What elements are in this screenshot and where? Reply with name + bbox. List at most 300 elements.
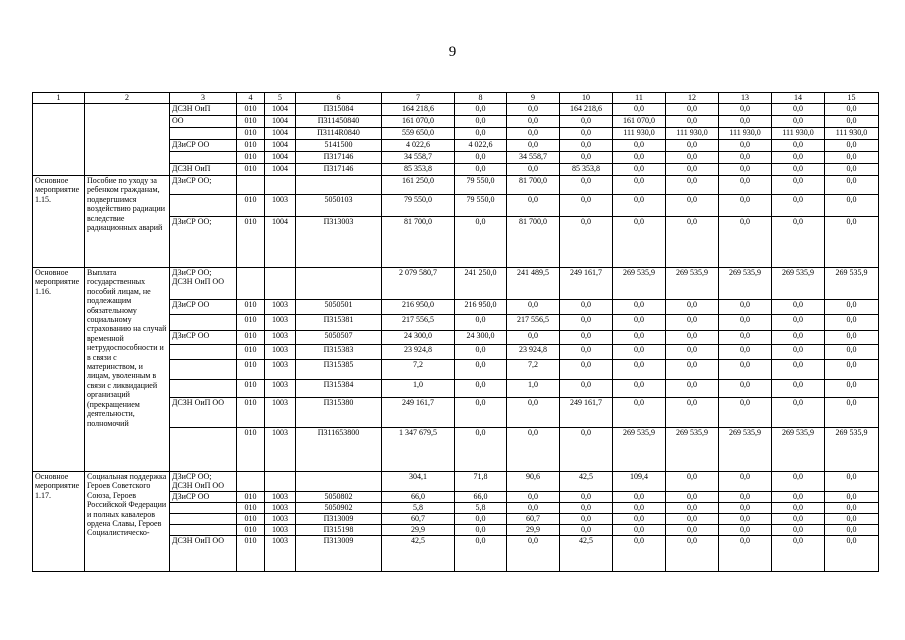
amount-cell: 269 535,9 — [772, 428, 825, 472]
amount-cell: 217 556,5 — [382, 315, 455, 331]
amount-cell: 0,0 — [719, 331, 772, 345]
responsible-executor: ДЗиСР ОО — [170, 492, 237, 503]
grbs-code: 010 — [237, 164, 265, 176]
amount-cell: 0,0 — [666, 104, 719, 116]
amount-cell: 85 353,8 — [382, 164, 455, 176]
responsible-executor: ДЗиСР ОО; ДСЗН ОиП ОО — [170, 472, 237, 492]
amount-cell: 0,0 — [772, 492, 825, 503]
grbs-code: 010 — [237, 128, 265, 140]
amount-cell: 0,0 — [666, 503, 719, 514]
responsible-executor — [170, 152, 237, 164]
grbs-code — [237, 176, 265, 195]
amount-cell: 0,0 — [666, 140, 719, 152]
column-number-row — [33, 93, 879, 104]
amount-cell: 0,0 — [507, 492, 560, 503]
amount-cell: 24 300,0 — [455, 331, 507, 345]
amount-cell: 269 535,9 — [613, 428, 666, 472]
budget-table — [32, 92, 879, 572]
amount-cell: 111 930,0 — [772, 128, 825, 140]
responsible-executor — [170, 315, 237, 331]
amount-cell: 79 550,0 — [455, 176, 507, 195]
target-article-code — [296, 472, 382, 492]
responsible-executor — [170, 195, 237, 217]
amount-cell: 0,0 — [825, 140, 879, 152]
target-article-code: П313009 — [296, 514, 382, 525]
grbs-code: 010 — [237, 331, 265, 345]
amount-cell: 161 070,0 — [613, 116, 666, 128]
amount-cell: 0,0 — [719, 315, 772, 331]
amount-cell: 0,0 — [825, 331, 879, 345]
section-code: 1003 — [265, 525, 296, 536]
target-article-code: П315381 — [296, 315, 382, 331]
amount-cell: 0,0 — [560, 176, 613, 195]
responsible-executor — [170, 503, 237, 514]
amount-cell: 0,0 — [772, 140, 825, 152]
grbs-code: 010 — [237, 104, 265, 116]
amount-cell: 0,0 — [666, 217, 719, 268]
target-article-code: П313003 — [296, 217, 382, 268]
target-article-code: 5050103 — [296, 195, 382, 217]
amount-cell: 0,0 — [772, 398, 825, 428]
amount-cell: 0,0 — [455, 152, 507, 164]
amount-cell: 0,0 — [507, 331, 560, 345]
measure-label: Основное мероприятие 1.16. — [33, 268, 85, 472]
amount-cell: 0,0 — [772, 536, 825, 572]
amount-cell: 0,0 — [613, 300, 666, 315]
amount-cell: 0,0 — [560, 360, 613, 380]
amount-cell: 0,0 — [825, 195, 879, 217]
amount-cell: 0,0 — [560, 428, 613, 472]
amount-cell: 0,0 — [455, 164, 507, 176]
amount-cell: 0,0 — [719, 104, 772, 116]
amount-cell: 164 218,6 — [382, 104, 455, 116]
amount-cell: 0,0 — [825, 536, 879, 572]
grbs-code — [237, 472, 265, 492]
amount-cell: 269 535,9 — [666, 268, 719, 300]
table-row — [33, 176, 879, 195]
amount-cell: 0,0 — [772, 300, 825, 315]
amount-cell: 0,0 — [772, 525, 825, 536]
section-code: 1003 — [265, 195, 296, 217]
grbs-code: 010 — [237, 380, 265, 398]
amount-cell: 0,0 — [507, 195, 560, 217]
page-number: 9 — [448, 44, 457, 60]
amount-cell: 0,0 — [507, 116, 560, 128]
amount-cell: 0,0 — [772, 472, 825, 492]
amount-cell: 0,0 — [613, 380, 666, 398]
responsible-executor — [170, 128, 237, 140]
section-code: 1003 — [265, 398, 296, 428]
grbs-code: 010 — [237, 116, 265, 128]
amount-cell: 269 535,9 — [719, 428, 772, 472]
responsible-executor: ДЗиСР ОО — [170, 140, 237, 152]
grbs-code: 010 — [237, 360, 265, 380]
amount-cell: 0,0 — [560, 525, 613, 536]
section-code: 1003 — [265, 331, 296, 345]
amount-cell: 0,0 — [719, 492, 772, 503]
amount-cell: 0,0 — [825, 176, 879, 195]
amount-cell: 0,0 — [825, 217, 879, 268]
amount-cell: 0,0 — [666, 380, 719, 398]
amount-cell: 29,9 — [382, 525, 455, 536]
amount-cell: 0,0 — [666, 300, 719, 315]
amount-cell: 0,0 — [772, 164, 825, 176]
target-article-code: П313009 — [296, 536, 382, 572]
responsible-executor — [170, 360, 237, 380]
amount-cell: 0,0 — [772, 176, 825, 195]
section-code: 1003 — [265, 345, 296, 360]
responsible-executor — [170, 428, 237, 472]
amount-cell: 0,0 — [613, 514, 666, 525]
target-article-code — [296, 268, 382, 300]
amount-cell: 0,0 — [666, 492, 719, 503]
amount-cell: 7,2 — [507, 360, 560, 380]
amount-cell: 0,0 — [507, 164, 560, 176]
amount-cell: 0,0 — [507, 300, 560, 315]
amount-cell: 0,0 — [666, 398, 719, 428]
amount-cell: 0,0 — [772, 195, 825, 217]
amount-cell: 0,0 — [772, 514, 825, 525]
amount-cell: 0,0 — [613, 176, 666, 195]
responsible-executor — [170, 514, 237, 525]
amount-cell: 0,0 — [507, 536, 560, 572]
responsible-executor: ДЗиСР ОО; — [170, 217, 237, 268]
amount-cell: 0,0 — [455, 345, 507, 360]
amount-cell: 66,0 — [382, 492, 455, 503]
amount-cell: 0,0 — [666, 472, 719, 492]
table-row — [33, 104, 879, 116]
amount-cell: 0,0 — [507, 428, 560, 472]
amount-cell: 269 535,9 — [666, 428, 719, 472]
amount-cell: 1,0 — [507, 380, 560, 398]
target-article-code: П315385 — [296, 360, 382, 380]
section-code: 1004 — [265, 116, 296, 128]
amount-cell: 0,0 — [772, 503, 825, 514]
amount-cell: 0,0 — [825, 104, 879, 116]
amount-cell: 2 079 580,7 — [382, 268, 455, 300]
amount-cell: 0,0 — [560, 195, 613, 217]
amount-cell: 216 950,0 — [382, 300, 455, 315]
grbs-code: 010 — [237, 217, 265, 268]
amount-cell: 559 650,0 — [382, 128, 455, 140]
section-code: 1003 — [265, 300, 296, 315]
amount-cell: 0,0 — [719, 380, 772, 398]
amount-cell: 0,0 — [825, 503, 879, 514]
section-code: 1003 — [265, 536, 296, 572]
amount-cell: 0,0 — [613, 525, 666, 536]
amount-cell: 0,0 — [666, 116, 719, 128]
target-article-code: 5141500 — [296, 140, 382, 152]
amount-cell: 0,0 — [825, 360, 879, 380]
amount-cell: 1 347 679,5 — [382, 428, 455, 472]
amount-cell: 0,0 — [613, 398, 666, 428]
amount-cell: 0,0 — [772, 360, 825, 380]
section-code: 1004 — [265, 164, 296, 176]
amount-cell: 0,0 — [455, 360, 507, 380]
amount-cell: 0,0 — [825, 116, 879, 128]
amount-cell: 29,9 — [507, 525, 560, 536]
amount-cell: 60,7 — [382, 514, 455, 525]
column-number-header: 5 — [265, 93, 296, 104]
amount-cell: 0,0 — [719, 345, 772, 360]
amount-cell: 0,0 — [825, 525, 879, 536]
responsible-executor: ДСЗН ОиП ОО — [170, 536, 237, 572]
column-number-header: 14 — [772, 93, 825, 104]
amount-cell: 249 161,7 — [560, 268, 613, 300]
amount-cell: 0,0 — [825, 345, 879, 360]
amount-cell: 0,0 — [613, 152, 666, 164]
amount-cell: 0,0 — [560, 300, 613, 315]
grbs-code: 010 — [237, 428, 265, 472]
amount-cell: 0,0 — [560, 116, 613, 128]
column-number-header: 13 — [719, 93, 772, 104]
section-code: 1004 — [265, 217, 296, 268]
amount-cell: 5,8 — [382, 503, 455, 514]
responsible-executor — [170, 345, 237, 360]
table-row — [33, 268, 879, 300]
column-number-header: 15 — [825, 93, 879, 104]
amount-cell: 0,0 — [666, 525, 719, 536]
amount-cell: 34 558,7 — [382, 152, 455, 164]
amount-cell: 0,0 — [455, 398, 507, 428]
target-article-code: П311653800 — [296, 428, 382, 472]
amount-cell: 269 535,9 — [719, 268, 772, 300]
amount-cell: 0,0 — [825, 472, 879, 492]
grbs-code — [237, 268, 265, 300]
grbs-code: 010 — [237, 195, 265, 217]
amount-cell: 0,0 — [455, 428, 507, 472]
responsible-executor: ОО — [170, 116, 237, 128]
target-article-code: П317146 — [296, 152, 382, 164]
amount-cell: 4 022,6 — [455, 140, 507, 152]
amount-cell: 161 250,0 — [382, 176, 455, 195]
amount-cell: 79 550,0 — [382, 195, 455, 217]
table-row — [33, 472, 879, 492]
amount-cell: 269 535,9 — [613, 268, 666, 300]
amount-cell: 42,5 — [560, 472, 613, 492]
amount-cell: 0,0 — [719, 140, 772, 152]
section-code: 1003 — [265, 492, 296, 503]
section-code: 1003 — [265, 380, 296, 398]
amount-cell: 0,0 — [613, 331, 666, 345]
amount-cell: 0,0 — [613, 217, 666, 268]
section-code: 1003 — [265, 315, 296, 331]
column-number-header: 11 — [613, 93, 666, 104]
amount-cell: 0,0 — [666, 536, 719, 572]
amount-cell: 0,0 — [825, 164, 879, 176]
amount-cell: 0,0 — [719, 503, 772, 514]
amount-cell: 1,0 — [382, 380, 455, 398]
section-code: 1003 — [265, 503, 296, 514]
column-number-header: 3 — [170, 93, 237, 104]
amount-cell: 0,0 — [719, 164, 772, 176]
section-code: 1004 — [265, 152, 296, 164]
target-article-code: 5050501 — [296, 300, 382, 315]
grbs-code: 010 — [237, 140, 265, 152]
amount-cell: 217 556,5 — [507, 315, 560, 331]
grbs-code: 010 — [237, 503, 265, 514]
target-article-code: 5050902 — [296, 503, 382, 514]
column-number-header: 12 — [666, 93, 719, 104]
responsible-executor: ДСЗН ОиП — [170, 104, 237, 116]
amount-cell: 0,0 — [560, 140, 613, 152]
amount-cell: 0,0 — [825, 514, 879, 525]
target-article-code: 5050507 — [296, 331, 382, 345]
amount-cell: 0,0 — [772, 331, 825, 345]
target-article-code: 5050802 — [296, 492, 382, 503]
measure-description: Выплата государственных пособий лицам, не подлежащим обязательному социальному страхованию на случай временной нетрудоспособности и в связи с материнством, и лицам, уволенным в связи с ликвидацией организаций (прекращением деятельности, полномочий — [85, 268, 170, 472]
target-article-code: П315384 — [296, 380, 382, 398]
responsible-executor: ДСЗН ОиП — [170, 164, 237, 176]
amount-cell: 0,0 — [613, 315, 666, 331]
amount-cell: 111 930,0 — [719, 128, 772, 140]
amount-cell: 249 161,7 — [382, 398, 455, 428]
column-number-header: 9 — [507, 93, 560, 104]
amount-cell: 90,6 — [507, 472, 560, 492]
amount-cell: 0,0 — [455, 536, 507, 572]
measure-label: Основное мероприятие 1.15. — [33, 176, 85, 268]
amount-cell: 24 300,0 — [382, 331, 455, 345]
amount-cell: 0,0 — [507, 140, 560, 152]
target-article-code: П315084 — [296, 104, 382, 116]
amount-cell: 0,0 — [560, 345, 613, 360]
amount-cell: 0,0 — [772, 116, 825, 128]
amount-cell: 109,4 — [613, 472, 666, 492]
amount-cell: 23 924,8 — [507, 345, 560, 360]
amount-cell: 0,0 — [613, 503, 666, 514]
responsible-executor: ДЗиСР ОО — [170, 300, 237, 315]
amount-cell: 0,0 — [719, 300, 772, 315]
section-code — [265, 268, 296, 300]
amount-cell: 0,0 — [719, 472, 772, 492]
empty-cell — [33, 104, 85, 176]
amount-cell: 0,0 — [719, 360, 772, 380]
amount-cell: 0,0 — [455, 116, 507, 128]
section-code — [265, 472, 296, 492]
amount-cell: 0,0 — [455, 315, 507, 331]
section-code: 1004 — [265, 104, 296, 116]
target-article-code: П311450840 — [296, 116, 382, 128]
grbs-code: 010 — [237, 152, 265, 164]
amount-cell: 249 161,7 — [560, 398, 613, 428]
grbs-code: 010 — [237, 300, 265, 315]
amount-cell: 71,8 — [455, 472, 507, 492]
amount-cell: 0,0 — [719, 116, 772, 128]
amount-cell: 0,0 — [772, 104, 825, 116]
amount-cell: 304,1 — [382, 472, 455, 492]
responsible-executor: ДЗиСР ОО — [170, 331, 237, 345]
amount-cell: 0,0 — [719, 536, 772, 572]
amount-cell: 0,0 — [825, 492, 879, 503]
target-article-code: П315383 — [296, 345, 382, 360]
amount-cell: 0,0 — [613, 536, 666, 572]
amount-cell: 23 924,8 — [382, 345, 455, 360]
amount-cell: 0,0 — [507, 128, 560, 140]
amount-cell: 0,0 — [719, 217, 772, 268]
amount-cell: 0,0 — [455, 525, 507, 536]
amount-cell: 111 930,0 — [666, 128, 719, 140]
amount-cell: 0,0 — [666, 164, 719, 176]
amount-cell: 0,0 — [560, 128, 613, 140]
grbs-code: 010 — [237, 525, 265, 536]
amount-cell: 0,0 — [772, 315, 825, 331]
column-number-header: 7 — [382, 93, 455, 104]
grbs-code: 010 — [237, 315, 265, 331]
amount-cell: 42,5 — [560, 536, 613, 572]
target-article-code: П315198 — [296, 525, 382, 536]
amount-cell: 0,0 — [613, 345, 666, 360]
amount-cell: 85 353,8 — [560, 164, 613, 176]
amount-cell: 0,0 — [560, 217, 613, 268]
amount-cell: 0,0 — [666, 195, 719, 217]
empty-cell — [85, 104, 170, 176]
amount-cell: 0,0 — [613, 195, 666, 217]
grbs-code: 010 — [237, 492, 265, 503]
column-number-header: 4 — [237, 93, 265, 104]
amount-cell: 60,7 — [507, 514, 560, 525]
amount-cell: 0,0 — [666, 152, 719, 164]
amount-cell: 7,2 — [382, 360, 455, 380]
amount-cell: 0,0 — [666, 514, 719, 525]
amount-cell: 0,0 — [613, 140, 666, 152]
amount-cell: 241 489,5 — [507, 268, 560, 300]
column-number-header: 10 — [560, 93, 613, 104]
measure-description: Пособие по уходу за ребенком гражданам, подвергшимся воздействию радиации вследствие радиационных аварий — [85, 176, 170, 268]
target-article-code: П3114R0840 — [296, 128, 382, 140]
amount-cell: 164 218,6 — [560, 104, 613, 116]
measure-description: Социальная поддержка Героев Советского Союза, Героев Российской Федерации и полных кавалеров ордена Славы, Героев Социалистическо- — [85, 472, 170, 572]
amount-cell: 0,0 — [560, 514, 613, 525]
responsible-executor: ДЗиСР ОО; — [170, 176, 237, 195]
amount-cell: 0,0 — [507, 398, 560, 428]
amount-cell: 0,0 — [772, 345, 825, 360]
amount-cell: 0,0 — [666, 345, 719, 360]
grbs-code: 010 — [237, 398, 265, 428]
responsible-executor — [170, 525, 237, 536]
amount-cell: 0,0 — [455, 514, 507, 525]
amount-cell: 161 070,0 — [382, 116, 455, 128]
amount-cell: 0,0 — [825, 398, 879, 428]
amount-cell: 0,0 — [666, 176, 719, 195]
amount-cell: 0,0 — [455, 104, 507, 116]
amount-cell: 81 700,0 — [507, 176, 560, 195]
amount-cell: 0,0 — [560, 503, 613, 514]
amount-cell: 0,0 — [666, 315, 719, 331]
section-code: 1003 — [265, 514, 296, 525]
responsible-executor — [170, 380, 237, 398]
amount-cell: 269 535,9 — [772, 268, 825, 300]
amount-cell: 111 930,0 — [613, 128, 666, 140]
amount-cell: 0,0 — [560, 152, 613, 164]
amount-cell: 0,0 — [825, 380, 879, 398]
amount-cell: 0,0 — [719, 152, 772, 164]
amount-cell: 0,0 — [560, 492, 613, 503]
section-code: 1003 — [265, 428, 296, 472]
grbs-code: 010 — [237, 345, 265, 360]
amount-cell: 81 700,0 — [382, 217, 455, 268]
responsible-executor: ДЗиСР ОО; ДСЗН ОиП ОО — [170, 268, 237, 300]
grbs-code: 010 — [237, 514, 265, 525]
amount-cell: 79 550,0 — [455, 195, 507, 217]
amount-cell: 0,0 — [507, 503, 560, 514]
column-number-header: 1 — [33, 93, 85, 104]
section-code: 1004 — [265, 128, 296, 140]
amount-cell: 0,0 — [666, 360, 719, 380]
target-article-code: П317146 — [296, 164, 382, 176]
amount-cell: 42,5 — [382, 536, 455, 572]
section-code: 1004 — [265, 140, 296, 152]
amount-cell: 216 950,0 — [455, 300, 507, 315]
